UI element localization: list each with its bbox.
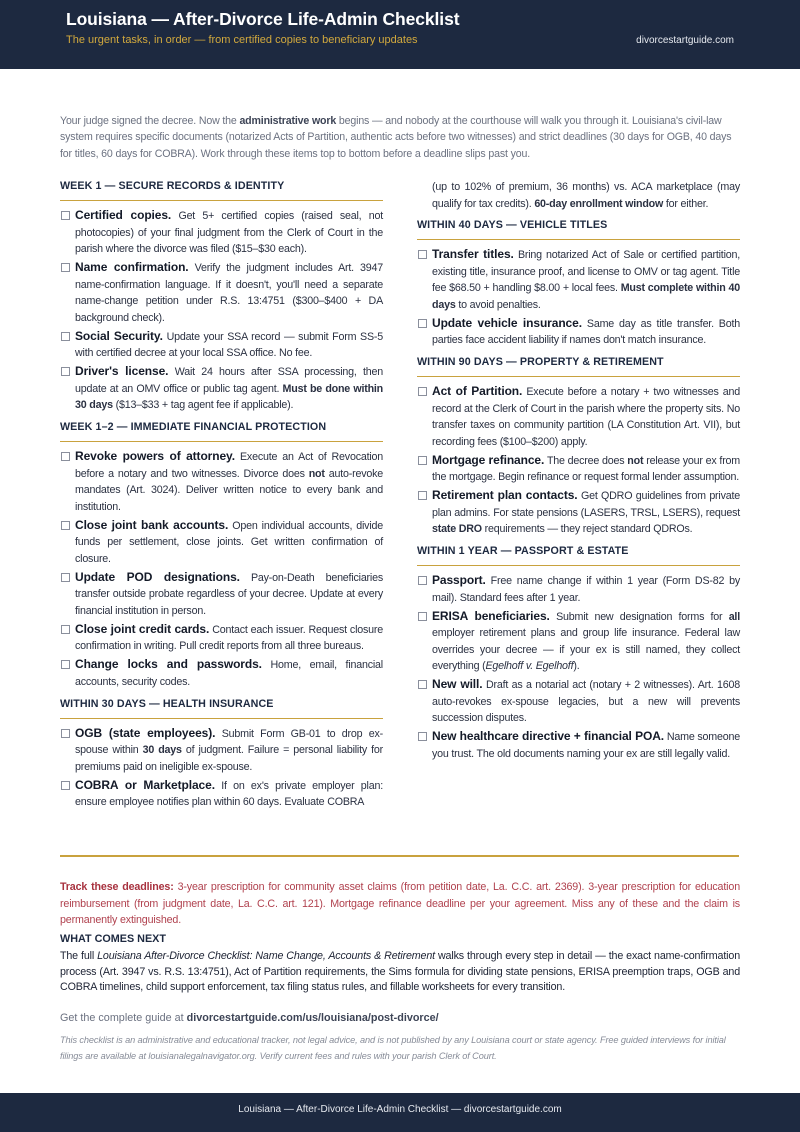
checkbox[interactable] [61, 625, 70, 634]
checklist-item: Change locks and passwords. Home, email, financial accounts, security codes. [60, 656, 383, 690]
page-header [0, 0, 800, 69]
checkbox[interactable] [61, 332, 70, 341]
page-footer: Louisiana — After-Divorce Life-Admin Checklist — divorcestartguide.com [0, 1093, 800, 1132]
section-divider [60, 855, 739, 857]
checklist-item: Transfer titles. Bring notarized Act of Sale or certified partition, existing title, insurance proof, and license to OMV or tag agent. Title fee $68.50 + handling $8.00 + local fees. Must complete within 40 days to avoid penalties. [417, 246, 740, 313]
checkbox[interactable] [418, 576, 427, 585]
checkbox[interactable] [61, 521, 70, 530]
section-title-40days: WITHIN 40 DAYS — VEHICLE TITLES [417, 218, 740, 240]
left-column [60, 179, 383, 812]
intro-paragraph: Your judge signed the decree. Now the administrative work begins — and nobody at the courthouse will walk you through it. Louisiana's civil-law system requires specific documents (notarized Acts of Partition, authentic acts before two witnesses) and strict deadlines (30 days for OGB, 40 days for titles, 60 days for COBRA). Work through these items top to bottom before a deadline slips past you. [60, 115, 732, 160]
page-subtitle: The urgent tasks, in order — from certified copies to beneficiary updates [66, 34, 418, 46]
checkbox[interactable] [61, 781, 70, 790]
checkbox[interactable] [61, 660, 70, 669]
deadlines-warning: Track these deadlines: 3-year prescription for community asset claims (from petition date, La. C.C. art. 2369). 3-year prescription for education reimbursement (from judgment date, La. C.C. art. 121). Mortgage refinance deadline per your agreement. Miss any of these and the claim is permanently extinguished. [60, 881, 740, 926]
section-title-week12: WEEK 1–2 — IMMEDIATE FINANCIAL PROTECTION [60, 420, 383, 442]
disclaimer: This checklist is an administrative and educational tracker, not legal advice, and is not published by any Louisiana court or state agency. Free guided interviews for initial filings are available at louisianalegalnavigator.org. Verify current fees and rules with your parish Clerk of Court. [60, 1035, 726, 1061]
checklist-item: Update POD designations. Pay-on-Death beneficiaries transfer outside probate regardless of your decree. Update at every financial institution in person. [60, 569, 383, 620]
checkbox[interactable] [418, 491, 427, 500]
checkbox[interactable] [61, 263, 70, 272]
checklist-item: New will. Draft as a notarial act (notary + 2 witnesses). Art. 1608 auto-revokes ex-spouse legacies, but a new will prevents succession disputes. [417, 676, 740, 727]
checklist-item: Social Security. Update your SSA record — submit Form SS-5 with certified decree at your local SSA office. No fee. [60, 328, 383, 362]
checklist-item: Mortgage refinance. The decree does not release your ex from the mortgage. Begin refinance or request formal lender assumption. [417, 452, 740, 486]
checklist-item: Passport. Free name change if within 1 year (Form DS-82 by mail). Standard fees after 1 year. [417, 572, 740, 606]
checklist-item: Act of Partition. Execute before a notary + two witnesses and record at the Clerk of Court in the parish where the property sits. No transfer taxes on community partition (LA Constitution Art. VII), but recording fees ($100–$200) apply. [417, 383, 740, 450]
checkbox[interactable] [61, 367, 70, 376]
site-url[interactable]: divorcestartguide.com [636, 35, 734, 46]
checkbox[interactable] [61, 729, 70, 738]
checkbox[interactable] [418, 612, 427, 621]
checklist-item: Update vehicle insurance. Same day as title transfer. Both parties face accident liability if names don't match insurance. [417, 315, 740, 349]
checklist-item: OGB (state employees). Submit Form GB-01 to drop ex-spouse within 30 days of judgment. Failure = personal liability for premiums paid on ineligible ex-spouse. [60, 725, 383, 776]
checkbox[interactable] [418, 319, 427, 328]
checkbox[interactable] [61, 452, 70, 461]
checklist-item: Retirement plan contacts. Get QDRO guidelines from private plan admins. For state pensions (LASERS, TRSL, LSERS), request state DRO requirements — they reject standard QDROs. [417, 487, 740, 538]
checkbox[interactable] [418, 456, 427, 465]
guide-link[interactable]: divorcestartguide.com/us/louisiana/post-divorce/ [186, 1012, 439, 1024]
section-title-90days: WITHIN 90 DAYS — PROPERTY & RETIREMENT [417, 355, 740, 377]
checklist-item: Driver's license. Wait 24 hours after SSA processing, then update at an OMV office or public tag agent. Must be done within 30 days ($13–$33 + tag agent fee if applicable). [60, 363, 383, 414]
checklist-item: New healthcare directive + financial POA. Name someone you trust. The old documents naming your ex are still legally valid. [417, 728, 740, 762]
checklist-item: Close joint bank accounts. Open individual accounts, divide funds per settlement, close joints. Get written confirmation of closure. [60, 517, 383, 568]
next-section-body: The full Louisiana After-Divorce Checklist: Name Change, Accounts & Retirement walks through every step in detail — the exact name-confirmation process (Art. 3947 vs. R.S. 13:4751), Act of Partition requirements, the Sims formula for dividing state pensions, ERISA preemption traps, OGB and COBRA timelines, child support enforcement, tax filing status rules, and fillable worksheets for every transition. [60, 950, 740, 993]
continued-text: (up to 102% of premium, 36 months) vs. ACA marketplace (may qualify for tax credits). 60-day enrollment window for either. [432, 181, 740, 210]
checklist-item: Revoke powers of attorney. Execute an Act of Revocation before a notary and two witnesses. Divorce does not auto-revoke mandates (Art. 3024). Deliver written notice to every bank and institution. [60, 448, 383, 515]
page-title: Louisiana — After-Divorce Life-Admin Checklist [66, 9, 460, 29]
checkbox[interactable] [418, 250, 427, 259]
checklist-item: COBRA or Marketplace. If on ex's private employer plan: ensure employee notifies plan within 60 days. Evaluate COBRA [60, 777, 383, 811]
checklist-item: Name confirmation. Verify the judgment includes Art. 3947 name-confirmation language. If it doesn't, you'll need a separate name-change petition under R.S. 13:4751 ($300–$400 + DA background check). [60, 259, 383, 326]
checkbox[interactable] [418, 732, 427, 741]
guide-link-line: Get the complete guide at divorcestartguide.com/us/louisiana/post-divorce/ [60, 1012, 439, 1024]
checkbox[interactable] [61, 573, 70, 582]
section-title-week1: WEEK 1 — SECURE RECORDS & IDENTITY [60, 179, 383, 201]
next-section-title: WHAT COMES NEXT [60, 933, 166, 945]
checklist-item: ERISA beneficiaries. Submit new designation forms for all employer retirement plans and group life insurance. Federal law overrides your decree — if your ex is still named, they collect everything (Egelhoff v. Egelhoff). [417, 608, 740, 675]
checklist-item: Close joint credit cards. Contact each issuer. Request closure confirmation in writing. Pull credit reports from all three bureaus. [60, 621, 383, 655]
checklist-item: Certified copies. Get 5+ certified copies (raised seal, not photocopies) of your final judgment from the Clerk of Court in the parish where the divorce was filed ($15–$30 each). [60, 207, 383, 258]
checkbox[interactable] [418, 680, 427, 689]
checkbox[interactable] [418, 387, 427, 396]
section-title-1year: WITHIN 1 YEAR — PASSPORT & ESTATE [417, 544, 740, 566]
section-title-30days: WITHIN 30 DAYS — HEALTH INSURANCE [60, 697, 383, 719]
right-column [417, 179, 740, 764]
checkbox[interactable] [61, 211, 70, 220]
